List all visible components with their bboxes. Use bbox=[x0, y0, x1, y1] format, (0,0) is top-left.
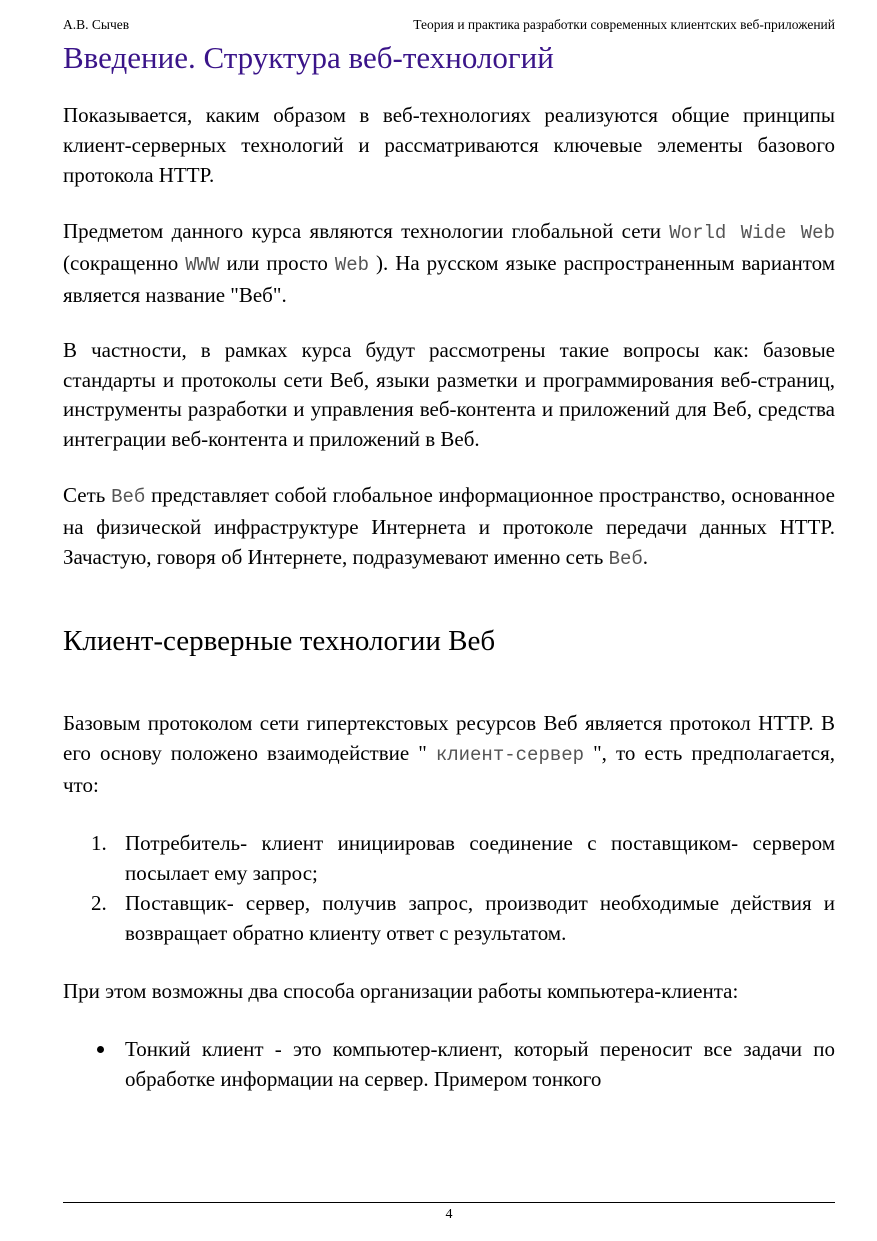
list-item-text: Потребитель- клиент инициировав соединение с поставщиком- сервером посылает ему запрос; bbox=[125, 831, 835, 885]
header-course-title: Теория и практика разработки современных клиентских веб-приложений bbox=[413, 17, 835, 32]
paragraph-course-topics: В частности, в рамках курса будут рассмотрены такие вопросы как: базовые стандарты и протоколы сети Веб, языки разметки и программирования веб-страниц, инструменты разработки и управления веб-контента и приложений для Веб, средства интеграции веб-контента и приложений в Веб. bbox=[63, 338, 835, 451]
paragraph-web-definition bbox=[63, 480, 835, 574]
paragraph-client-modes: При этом возможны два способа организации работы компьютера-клиента: bbox=[63, 979, 739, 1003]
text-span: ). На русском языке распространенным вариантом является название "Веб". bbox=[63, 251, 835, 307]
text-span: . bbox=[642, 545, 649, 569]
footer-divider bbox=[63, 1202, 835, 1203]
section-heading: Клиент-серверные технологии Веб bbox=[63, 625, 496, 657]
code-term: Веб bbox=[608, 548, 643, 570]
paragraph-course-subject bbox=[63, 216, 835, 310]
text-span: представляет собой глобальное информационное пространство, основанное на физической инфраструктуре Интернета и протоколе передачи данных HTTP. Зачастую, говоря об Интернете, подразумевают именно сеть bbox=[63, 483, 835, 569]
page-title: Введение. Структура веб-технологий bbox=[63, 40, 554, 75]
text-span: ", то есть предполагается, что: bbox=[63, 741, 835, 797]
code-term: World Wide Web bbox=[669, 222, 835, 244]
list-item bbox=[63, 1034, 835, 1094]
code-term: Web bbox=[334, 254, 370, 276]
text-span: или просто bbox=[219, 251, 335, 275]
code-term: клиент-сервер bbox=[435, 744, 585, 766]
intro-paragraph: Показывается, каким образом в веб-технологиях реализуются общие принципы клиент-серверных технологий и рассматриваются ключевые элементы базового протокола HTTP. bbox=[63, 103, 835, 187]
text-span: Базовым протоколом сети гипертекстовых ресурсов Веб является протокол HTTP. В его основу положено взаимодействие " bbox=[63, 711, 835, 765]
code-term: Веб bbox=[111, 486, 146, 508]
ordered-list bbox=[63, 828, 835, 948]
bullet-icon bbox=[97, 1046, 104, 1053]
text-span: Предметом данного курса являются технологии глобальной сети bbox=[63, 219, 670, 243]
code-term: WWW bbox=[185, 254, 220, 276]
list-item-text: Тонкий клиент - это компьютер-клиент, который переносит все задачи по обработке информации на сервер. Примером тонкого bbox=[125, 1037, 835, 1091]
main-content bbox=[63, 100, 835, 1094]
list-item bbox=[63, 888, 835, 948]
list-number: 1. bbox=[91, 831, 107, 855]
bullet-list bbox=[63, 1034, 835, 1094]
list-number: 2. bbox=[91, 891, 107, 915]
text-span: Сеть bbox=[63, 483, 112, 507]
text-span: (сокращенно bbox=[63, 251, 186, 275]
paragraph-http-protocol bbox=[63, 708, 835, 800]
list-item-text: Поставщик- сервер, получив запрос, производит необходимые действия и возвращает обратно клиенту ответ с результатом. bbox=[125, 891, 835, 945]
page-number: 4 bbox=[445, 1207, 453, 1222]
running-header bbox=[63, 16, 835, 34]
list-item bbox=[63, 828, 835, 888]
header-author: А.В. Сычев bbox=[63, 17, 130, 32]
